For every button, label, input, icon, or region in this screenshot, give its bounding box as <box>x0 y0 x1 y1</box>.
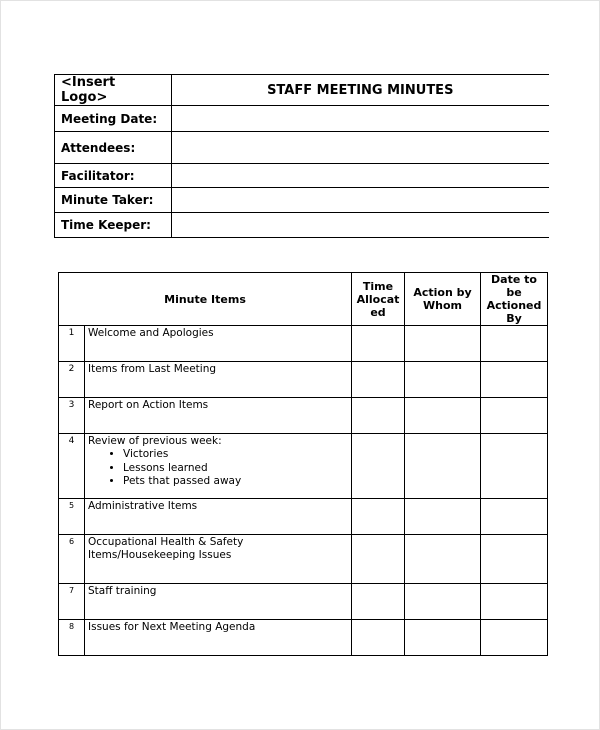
time-cell[interactable] <box>352 362 405 398</box>
row-number: 1 <box>59 326 85 362</box>
row-number: 6 <box>59 535 85 584</box>
row-item-text: Occupational Health & Safety Items/Housekeeping Issues <box>85 535 352 584</box>
time-cell[interactable] <box>352 398 405 434</box>
row-number: 5 <box>59 499 85 535</box>
table-row <box>59 434 548 499</box>
row-item-text: Welcome and Apologies <box>85 326 352 362</box>
action-cell[interactable] <box>405 620 481 656</box>
facilitator-label: Facilitator: <box>55 164 172 188</box>
time-header-line2: Allocat <box>356 292 400 306</box>
action-cell[interactable] <box>405 326 481 362</box>
table-row <box>59 584 548 620</box>
table-row <box>59 326 548 362</box>
action-cell[interactable] <box>405 362 481 398</box>
table-row <box>59 535 548 584</box>
date-cell[interactable] <box>481 620 548 656</box>
bullet-list <box>88 448 348 489</box>
date-cell[interactable] <box>481 499 548 535</box>
row-number: 8 <box>59 620 85 656</box>
action-cell[interactable] <box>405 584 481 620</box>
row-item-review <box>85 434 352 499</box>
row-item-text: Items from Last Meeting <box>85 362 352 398</box>
table-row <box>59 620 548 656</box>
action-header-line1: Action by <box>413 286 472 299</box>
bullet-item: • Victories <box>123 448 348 462</box>
row-item-text: Staff training <box>85 584 352 620</box>
table-row <box>59 499 548 535</box>
date-cell[interactable] <box>481 584 548 620</box>
time-cell[interactable] <box>352 434 405 499</box>
bullet-item: • Lessons learned <box>123 462 348 476</box>
meeting-date-label: Meeting Date: <box>55 106 172 132</box>
action-cell[interactable] <box>405 398 481 434</box>
minute-taker-label: Minute Taker: <box>55 188 172 213</box>
table-row <box>59 398 548 434</box>
meeting-info-table <box>54 74 549 238</box>
table-row <box>59 362 548 398</box>
row-item-text: Review of previous week: <box>88 435 222 447</box>
date-cell[interactable] <box>481 535 548 584</box>
date-cell[interactable] <box>481 398 548 434</box>
time-cell[interactable] <box>352 499 405 535</box>
minutes-header-row <box>59 273 548 326</box>
row-number: 3 <box>59 398 85 434</box>
time-cell[interactable] <box>352 535 405 584</box>
time-cell[interactable] <box>352 584 405 620</box>
row-number: 4 <box>59 434 85 499</box>
date-cell[interactable] <box>481 326 548 362</box>
action-cell[interactable] <box>405 434 481 499</box>
date-cell[interactable] <box>481 362 548 398</box>
time-keeper-field[interactable] <box>172 213 549 238</box>
action-by-header <box>405 273 481 326</box>
row-item-text: Administrative Items <box>85 499 352 535</box>
logo-placeholder[interactable]: <Insert Logo> <box>55 75 172 106</box>
facilitator-field[interactable] <box>172 164 549 188</box>
minute-items-header: Minute Items <box>59 273 352 326</box>
bullet-item: • Pets that passed away <box>123 475 348 489</box>
time-header-line3: ed <box>370 305 386 319</box>
date-header-line2: be <box>506 286 522 299</box>
row-number: 2 <box>59 362 85 398</box>
time-header-line1: Time <box>362 279 394 293</box>
document-title: STAFF MEETING MINUTES <box>172 75 549 106</box>
minute-taker-field[interactable] <box>172 188 549 213</box>
date-header-line1: Date to <box>491 273 537 286</box>
action-cell[interactable] <box>405 499 481 535</box>
date-header-line3: Actioned <box>486 299 542 312</box>
row-item-text: Report on Action Items <box>85 398 352 434</box>
time-allocated-header <box>352 273 405 326</box>
minutes-table <box>58 272 548 656</box>
time-keeper-label: Time Keeper: <box>55 213 172 238</box>
date-actioned-header <box>481 273 548 326</box>
date-header-line4: By <box>506 312 522 325</box>
action-cell[interactable] <box>405 535 481 584</box>
attendees-label: Attendees: <box>55 132 172 164</box>
action-header-line2: Whom <box>423 299 462 312</box>
time-cell[interactable] <box>352 620 405 656</box>
row-number: 7 <box>59 584 85 620</box>
time-cell[interactable] <box>352 326 405 362</box>
row-item-text: Issues for Next Meeting Agenda <box>85 620 352 656</box>
meeting-date-field[interactable] <box>172 106 549 132</box>
date-cell[interactable] <box>481 434 548 499</box>
attendees-field[interactable] <box>172 132 549 164</box>
